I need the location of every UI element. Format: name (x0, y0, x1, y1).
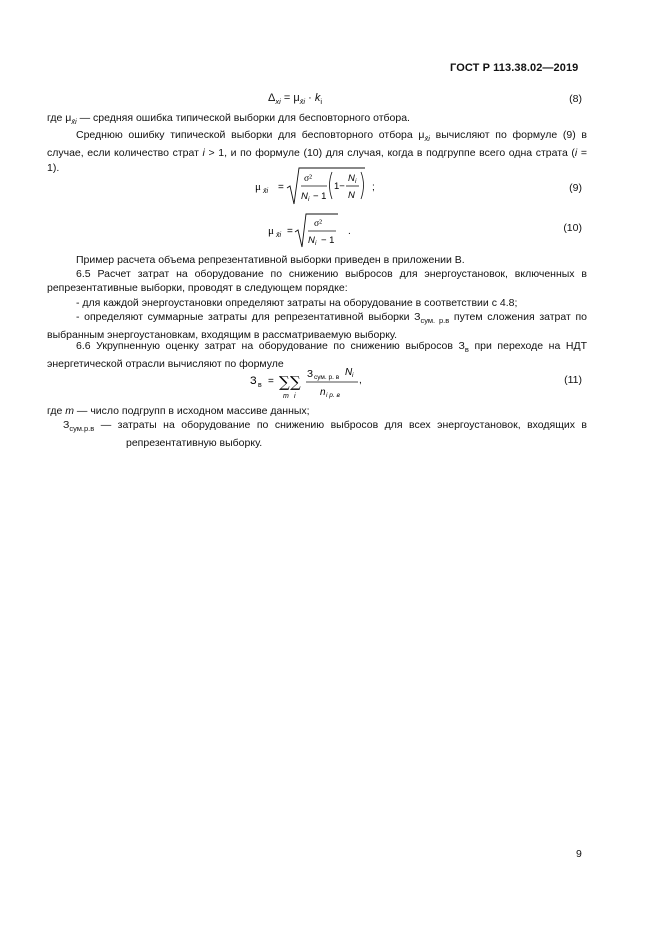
svg-text:− 1: − 1 (321, 235, 335, 246)
formula-11-number: (11) (564, 374, 582, 386)
formula-9-number: (9) (569, 182, 582, 194)
list-item-equipment-costs: - для каждой энергоустановки определяют затраты на оборудование в соответствии с 4.8; (76, 297, 518, 309)
svg-text:x̄i: x̄i (263, 188, 269, 195)
svg-text:μ: μ (268, 225, 274, 237)
paragraph-6-6: 6.6 Укрупненную оценку затрат на оборудование по снижению выбросов $З_в$ при переходе на НДТ энергетической отрасли вычисляют по формуле (47, 340, 587, 371)
document-code: ГОСТ Р 113.38.02—2019 (450, 62, 579, 74)
svg-text:,: , (359, 375, 362, 386)
svg-text:в: в (258, 382, 262, 389)
svg-text:i: i (308, 196, 310, 203)
svg-text:σ²: σ² (304, 174, 312, 184)
svg-text:З: З (250, 375, 257, 387)
svg-text:i: i (315, 240, 317, 247)
definition-total-costs: $З_{сум.р.в}$ — затраты на оборудование по снижению выбросов для всех энергоустановок, входящих в репрезентативную выборку. (63, 419, 587, 450)
formula-11 (250, 362, 380, 402)
svg-text:N: N (348, 190, 355, 201)
paragraph-6-5: 6.5 Расчет затрат на оборудование по снижению выбросов для энергоустановок, включенных в репрезентативные выборки, проводят в следующем порядке: (47, 268, 587, 295)
mu-symbol: μ (255, 181, 261, 193)
svg-text:1−: 1− (334, 181, 345, 192)
paragraph-example-reference: Пример расчета объема репрезентативной выборки приведен в приложении В. (76, 254, 465, 266)
formula-8: $\Delta_{xi} = \mu_{x̄i} \cdot k_i$ (268, 92, 323, 106)
paragraph-m-definition: где m — число подгрупп в исходном массиве данных; (47, 405, 310, 417)
svg-text:i р. в: i р. в (326, 392, 340, 399)
page-number: 9 (576, 848, 582, 860)
svg-text:i: i (355, 178, 357, 185)
list-item-total-costs: - определяют суммарные затраты для репрезентативной выборки $З_{сум. р.в}$ путем сложения затрат по выбранным энергоустановкам, входящим в рассматриваемую выборку. (47, 311, 587, 342)
svg-text:.: . (348, 226, 351, 237)
svg-text:=: = (287, 226, 293, 237)
svg-text:m: m (283, 393, 289, 400)
formula-10-number: (10) (563, 222, 582, 234)
svg-text:сум. р. в: сум. р. в (314, 374, 340, 381)
formula-8-number: (8) (569, 93, 582, 105)
svg-text:σ²: σ² (314, 219, 322, 229)
sum-sign-m: ∑ (279, 373, 290, 391)
svg-text:=: = (278, 182, 284, 193)
svg-text:N: N (308, 235, 315, 246)
paragraph-mu-definition: где $\mu_{x̄i}$ — средняя ошибка типической выборки для бесповторного отбора. (47, 112, 410, 126)
svg-text:N: N (348, 173, 355, 184)
sum-sign-i: ∑ (290, 373, 301, 391)
svg-text:n: n (320, 387, 326, 398)
svg-text:x̄i: x̄i (276, 232, 282, 239)
svg-text:i: i (352, 372, 354, 379)
svg-text:i: i (294, 393, 296, 400)
svg-text:;: ; (372, 182, 375, 193)
delta-symbol: Δ (268, 92, 276, 104)
svg-text:N: N (345, 367, 353, 378)
paragraph-formula-choice: Среднюю ошибку типической выборки для бесповторного отбора $\mu_{x̄i}$ вычисляют по формуле (9) в случае, если количество страт i > 1, и по формуле (10) для случая, когда в подгруппе всего одна страта (i = 1). (47, 129, 587, 174)
svg-text:− 1: − 1 (313, 191, 327, 202)
formula-9 (255, 166, 385, 208)
svg-text:З: З (307, 369, 314, 380)
formula-10 (268, 212, 363, 250)
svg-text:N: N (301, 191, 308, 202)
svg-text:=: = (268, 376, 274, 387)
